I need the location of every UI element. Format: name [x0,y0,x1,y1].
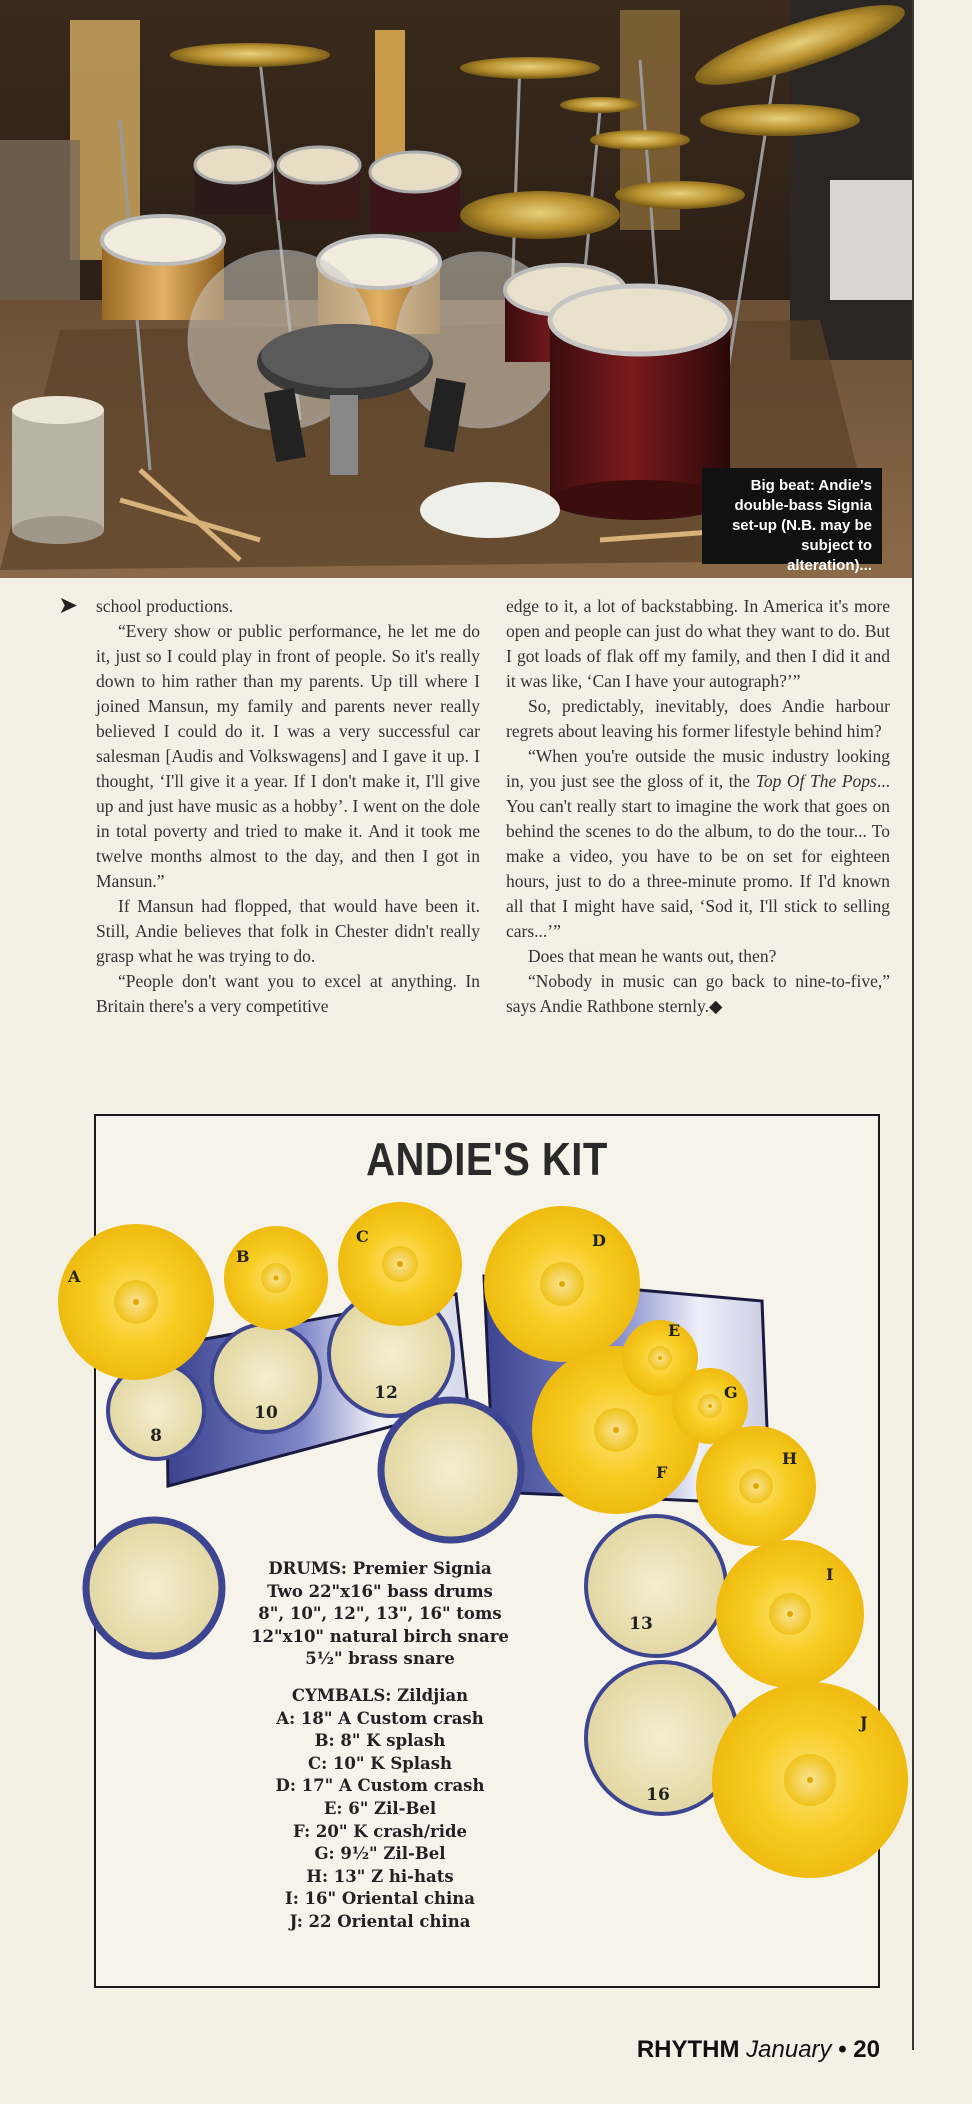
page-number: 20 [853,2036,880,2063]
article-paragraph: If Mansun had flopped, that would have been it. Still, Andie believes that folk in Chester didn't really grasp what he was trying to do. [96,896,480,966]
cymbal-label: F [656,1463,668,1482]
article-paragraph: school productions. [96,596,234,616]
article-paragraph: Does that mean he wants out, then? [528,946,777,966]
drum-kit-photo [0,0,912,578]
kit-title: ANDIE'S KIT [366,1134,608,1186]
cymbal-label: G [724,1383,738,1402]
spec-line: D: 17" A Custom crash [275,1776,485,1796]
tom-10 [212,1324,320,1432]
spec-line: 12"x10" natural birch snare [251,1626,509,1646]
page-right-rule [912,0,914,2050]
spec-gap [230,1671,530,1685]
tom-label: 13 [629,1614,653,1634]
article-paragraph: “People don't want you to excel at anything. In Britain there's a very competitive [96,971,480,1016]
brass-snare [86,1520,222,1656]
spec-heading-drums: DRUMS: Premier Signia [268,1559,492,1578]
cymbal-label: A [68,1267,81,1286]
spec-line: H: 13" Z hi-hats [306,1866,454,1886]
page-footer [600,2036,880,2064]
article-paragraph: So, predictably, inevitably, does Andie harbour regrets about leaving his former lifestyle behind him? [506,696,890,741]
tom-13 [586,1516,726,1656]
quote-text: “When you're outside the music industry looking in, you just see the gloss of it, the [506,746,890,791]
cymbal-a [58,1224,214,1380]
cymbal-label: E [668,1321,681,1340]
cymbal-label: I [826,1565,834,1584]
cymbal-label: B [236,1247,250,1266]
spec-line: I: 16" Oriental china [284,1889,475,1909]
cymbal-label: C [356,1227,369,1246]
article-column-left [96,594,480,1019]
article-paragraph [506,744,890,944]
kit-diagram-box [68,1114,880,1988]
birch-snare [381,1400,521,1540]
cymbal-label: J [860,1713,868,1732]
continuation-arrow-icon: ➤ [58,593,79,619]
cymbal-i [716,1540,864,1688]
spec-line: 5½" brass snare [305,1649,455,1669]
issue-month: January [746,2036,832,2063]
kit-spec-list [230,1558,530,1934]
spec-line: F: 20" K crash/ride [292,1821,468,1841]
tom-label: 10 [254,1403,278,1423]
tom-label: 8 [150,1426,162,1446]
cymbal-label: D [592,1231,606,1250]
spec-line: J: 22 Oriental china [289,1911,471,1931]
magazine-name: RHYTHM [636,2036,740,2063]
cymbal-h [696,1426,816,1546]
spec-line: B: 8" K splash [314,1731,446,1751]
spec-line: E: 6" Zil-Bel [323,1798,437,1818]
cymbal-b [224,1226,328,1330]
cymbal-j [712,1682,908,1878]
show-title: Top Of The Pops [755,771,877,791]
footer-bullet: • [838,2036,847,2063]
photo-caption: Big beat: Andie's double-bass Signia set-up (N.B. may be subject to alteration)... [702,468,882,564]
spec-heading-cymbals: CYMBALS: Zildjian [291,1685,469,1705]
cymbal-c [338,1202,462,1326]
article-paragraph: edge to it, a lot of backstabbing. In America it's more open and people can just do what they want to do. But I got loads of flak off my family, and then I did it and it was like, ‘Can I have your autograph?’” [506,596,890,691]
article-paragraph [506,969,890,1019]
article-paragraph: “Every show or public performance, he let me do it, just so I could play in front of people. So it's really down to him rather than my parents. Up till where I joined Mansun, my family and parents never really believed I could do it. I was a very successful car salesman [Audis and Volkswagens] and I gave it up. I thought, ‘I'll give it a year. If I don't make it, I'll give up and just have music as a hobby’. I went on the dole in total poverty and tried to make it. And it took me twelve months almost to the day, and then I got in Mansun.” [96,621,480,891]
end-mark-icon: ◆ [709,996,723,1016]
article-column-right [506,594,890,1019]
spec-line: 8", 10", 12", 13", 16" toms [258,1604,502,1624]
cymbal-d [484,1206,640,1362]
quote-text: ... You can't really start to imagine the work that goes on behind the scenes to do the album, to do the tour... To make a video, you have to be on set for eighteen hours, just to do a three-minute promo. If I'd known all that I might have said, ‘Sod it, I'll stick to selling cars...’” [506,771,890,941]
tom-label: 12 [374,1383,398,1403]
cymbal-label: H [782,1449,798,1468]
spec-line: A: 18" A Custom crash [276,1708,484,1728]
tom-label: 16 [646,1785,670,1805]
spec-line: Two 22"x16" bass drums [267,1581,493,1601]
spec-line: C: 10" K Splash [307,1753,453,1773]
closing-quote: “Nobody in music can go back to nine-to-five,” says Andie Rathbone sternly. [506,971,890,1016]
spec-line: G: 9½" Zil-Bel [314,1844,446,1864]
